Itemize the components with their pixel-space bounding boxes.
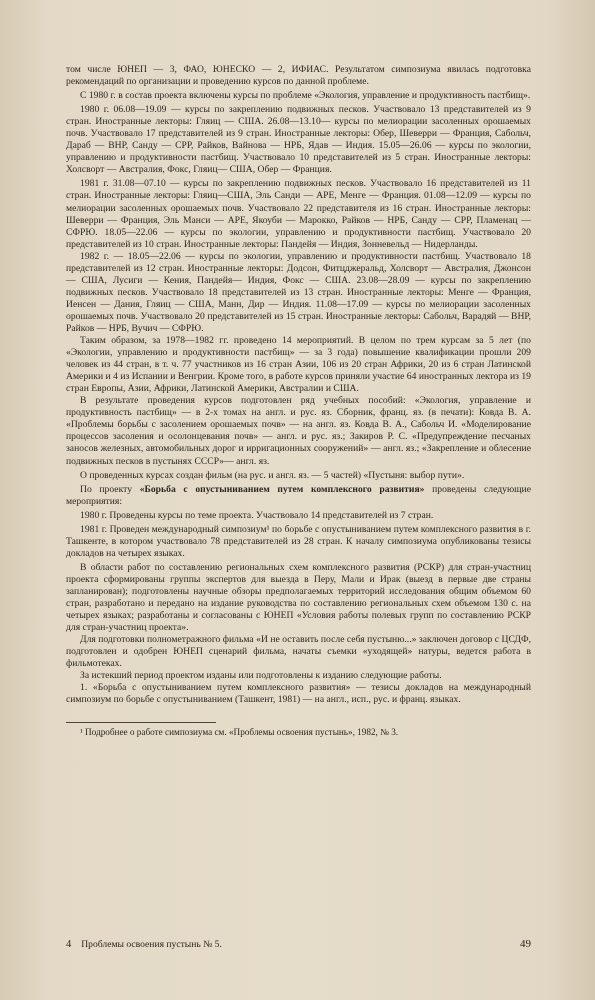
paragraph-14: За истекший период проектом изданы или подготовлены к изданию следующие работы. xyxy=(80,670,442,682)
paragraph-15: 1. «Борьба с опустыниванием путем комплексного развития» — тезисы докладов на международный симпозиум по борьбе с опустыниванием (Ташкент, 1981) — на англ., исп., рус. и франц. языках. xyxy=(66,682,531,706)
paragraph-6: Таким образом, за 1978—1982 гг. проведено 14 мероприятий. В целом по трем курсам за 5 лет (по «Экологии, управлению и продуктивности пастбищ» — за 3 года) повышение квалификации прошли 209 человек из 44 стран, в т. ч. 77 участников из 16 стран Азии, 106 из 20 стран Африки, 20 из 6 стран Латинской Америки и 4 из Испании и Венгрии. Кроме того, в работе курсов приняли участие 64 иностранных лектора из 19 стран Европы, Азии, Африки, Латинской Америки, Австралии и США. xyxy=(66,335,531,395)
paragraph-10: 1980 г. Проведены курсы по теме проекта. Участвовало 14 представителей из 7 стран. xyxy=(80,509,434,521)
paragraph-1: том числе ЮНЕП — 3, ФАО, ЮНЕСКО — 2, ИФИАС. Результатом симпозиума явилась подготовка рекомендаций по организации и проведению курсов по данной проблеме. xyxy=(66,64,531,88)
body-text xyxy=(66,64,531,706)
paragraph-2: С 1980 г. в состав проекта включены курсы по проблеме «Экология, управление и продуктивность пастбищ». xyxy=(80,90,531,102)
paragraph-5: 1982 г. — 18.05—22.06 — курсы по экологии, управлению и продуктивности пастбищ. Участвовало 18 представителей из 12 стран. Иностранные лекторы: Додсон, Фитцджеральд, Холсворт — Австралия, Джонсон — США, Лусиги — Кения, Пандейя— Индия, Фокс — США. 23.08—28.09 — курсы по закреплению подвижных песков. Участвовало 18 представителей из 13 стран. Иностранные лекторы: Менге — Франция, Иенсен — Дания, Гляиц — США, Манн, Дир — Индия. 11.08—17.09 — курсы по мелиорации засоленных орошаемых почв. Участвовало 20 представителей из 15 стран. Иностранные лекторы: Сабольч, Варадяй — ВНР, Райков — НРБ, Вучич — СФРЮ. xyxy=(66,250,531,334)
paragraph-13: Для подготовки полнометражного фильма «И не оставить после себя пустыню...» заключен договор с ЦСДФ, подготовлен и одобрен ЮНЕП сценарий фильма, начаты съемки «уходящей» натуры, ведется работа в фильмотеках. xyxy=(66,634,531,670)
footnote-divider xyxy=(66,722,216,723)
project-intro: По проекту xyxy=(80,483,140,495)
page-footer xyxy=(66,938,531,950)
paragraph-9 xyxy=(66,484,531,508)
paragraph-11: 1981 г. Проведен международный симпозиум¹ по борьбе с опустыниванием путем комплексного развития в г. Ташкенте, в котором участвовало 78 представителей из 28 стран. К началу симпозиума опубликованы тезисы докладов на четырех языках. xyxy=(66,523,531,559)
paragraph-8: О проведенных курсах создан фильм (на рус. и англ. яз. — 5 частей) «Пустыня: выбор пути». xyxy=(80,469,465,481)
paragraph-4: 1981 г. 31.08—07.10 — курсы по закреплению подвижных песков. Участвовало 16 представителей из 11 стран. Иностранные лекторы: Гляиц—США, Эль Санди — АРЕ, Менге — Франция. 01.08—12.09 — курсы по мелиорации засоленных орошаемых почв. Участвовало 22 представителя из 16 стран. Иностранные лекторы: Шеверри — Франция, Эль Манси — АРЕ, Якоуби — Марокко, Райков — НРБ, Санду — СРР, Пламенац — СФРЮ. 18.05—22.06 — курсы по экологии, управлению и продуктивности пастбищ. Участвовало 20 представителей из 10 стран. Иностранные лекторы: Пандейя — Индия, Зонневельд — Нидерланды. xyxy=(66,178,531,250)
paragraph-12: В области работ по составлению региональных схем комплексного развития (РСКР) для стран-участниц проекта сформированы группы экспертов для выезда в Перу, Мали и Ирак (выезд в первые две страны запланирован); подготовлены научные обзоры предполагаемых территорий исследования общим объемом 60 стран, разработано и передано на издание руководства по составлению региональных схем объемом 130 с. на четырех языках; разработаны и согласованы с ЮНЕП «Условия работы полевых групп по составлению РСКР для стран-участниц проекта». xyxy=(66,561,531,634)
journal-title: Проблемы освоения пустынь № 5. xyxy=(81,939,222,950)
paragraph-7: В результате проведения курсов подготовлен ряд учебных пособий: «Экология, управление и продуктивность пастбищ» — в 2-х томах на англ. и рус. яз. Сборник, франц. яз. (в печати): Ковда В. А. «Проблемы борьбы с засолением орошаемых почв» — на англ. яз. Ковда В. А., Сабольч И. «Моделирование процессов засоления и осолонцевания почв» — англ. и рус. яз.; Закиров Р. С. «Предупреждение песчаных заносов железных, автомобильных дорог и ирригационных сооружений» — англ. яз.; «Закрепление и облесение подвижных песков в пустынях СССР»— англ. яз. xyxy=(66,395,531,467)
project-title: «Борьба с опустыниванием путем комплексного развития» xyxy=(139,483,425,495)
paragraph-3: 1980 г. 06.08—19.09 — курсы по закреплению подвижных песков. Участвовало 13 представителей из 9 стран. Иностранные лекторы: Гляиц — США. 26.08—13.10— курсы по мелиорации засоленных орошаемых почв. Участвовало 17 представителей из 9 стран. Иностранные лекторы: Обер, Шеверри — Франция, Сабольч, Дараб — ВНР, Санду — СРР, Райков, Вайнова — НРБ, Ядав — Индия. 15.05—26.06 — курсы по экологии, управлению и продуктивности пастбищ. Участвовало 10 представителей из 5 стран. Иностранные лекторы: Холсворт — Австралия, Фокс, Гляиц— США, Обер — Франция. xyxy=(66,104,531,176)
page-number: 49 xyxy=(520,938,531,950)
project-outro: проведены следующие мероприятия: xyxy=(66,483,531,507)
footnote: ¹ Подробнее о работе симпозиума см. «Проблемы освоения пустынь», 1982, № 3. xyxy=(80,727,399,738)
signature-mark: 4 xyxy=(66,939,72,950)
